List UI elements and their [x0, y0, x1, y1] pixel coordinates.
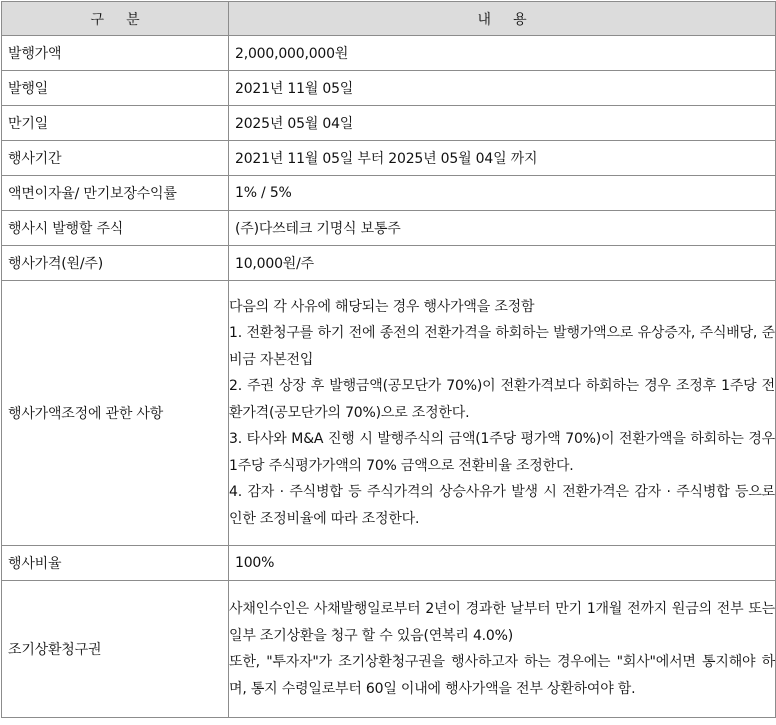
- adjustment-content: [229, 281, 776, 546]
- ratio-label: 행사비율: [2, 546, 229, 581]
- header-category: 구 분: [2, 2, 229, 36]
- table-row: [2, 246, 776, 281]
- row-value: 2021년 11월 05일 부터 2025년 05월 04일 까지: [229, 141, 776, 176]
- adjustment-line: 다음의 각 사유에 해당되는 경우 행사가액을 조정함: [229, 298, 535, 315]
- row-value: 1% / 5%: [229, 176, 776, 211]
- row-value: 2021년 11월 05일: [229, 71, 776, 106]
- table-row-adjustment: [2, 281, 776, 546]
- early-redemption-label: 조기상환청구권: [2, 581, 229, 718]
- table-row-early-redemption: [2, 581, 776, 718]
- table-row-ratio: [2, 546, 776, 581]
- row-label: 발행가액: [2, 36, 229, 71]
- early-redemption-content: [229, 581, 776, 718]
- header-content: 내 용: [229, 2, 776, 36]
- adjustment-line: 3. 타사와 M&A 진행 시 발행주식의 금액(1주당 평가액 70%)이 전환가액을 하회하는 경우 1주당 주식평가가액의 70% 금액으로 전환비율 조정한다.: [229, 431, 775, 474]
- row-label: 발행일: [2, 71, 229, 106]
- table-header-row: [2, 2, 776, 36]
- row-label: 액면이자율/ 만기보장수익률: [2, 176, 229, 211]
- table-row: [2, 106, 776, 141]
- terms-table: [1, 1, 776, 718]
- row-value: 2025년 05월 04일: [229, 106, 776, 141]
- ratio-value: 100%: [229, 546, 776, 581]
- row-label: 행사기간: [2, 141, 229, 176]
- adjustment-line: 2. 주권 상장 후 발행금액(공모단가 70%)이 전환가격보다 하회하는 경우 조정후 1주당 전환가격(공모단가의 70%)으로 조정한다.: [229, 378, 775, 421]
- table-row: [2, 71, 776, 106]
- row-value: 2,000,000,000원: [229, 36, 776, 71]
- table-row: [2, 36, 776, 71]
- row-value: (주)다쓰테크 기명식 보통주: [229, 211, 776, 246]
- table-row: [2, 176, 776, 211]
- adjustment-line: 4. 감자 · 주식병합 등 주식가격의 상승사유가 발생 시 전환가격은 감자 · 주식병합 등으로 인한 조정비율에 따라 조정한다.: [229, 484, 775, 527]
- adjustment-label: 행사가액조정에 관한 사항: [2, 281, 229, 546]
- early-redemption-line: 또한, "투자자"가 조기상환청구권을 행사하고자 하는 경우에는 "회사"에서면 통지해야 하며, 통지 수령일로부터 60일 이내에 행사가액을 전부 상환하여야 함.: [229, 654, 775, 697]
- table-row: [2, 211, 776, 246]
- table-row: [2, 141, 776, 176]
- adjustment-line: 1. 전환청구를 하기 전에 종전의 전환가격을 하회하는 발행가액으로 유상증자, 주식배당, 준비금 자본전입: [229, 325, 775, 368]
- early-redemption-line: 사채인수인은 사채발행일로부터 2년이 경과한 날부터 만기 1개월 전까지 원금의 전부 또는 일부 조기상환을 청구 할 수 있음(연복리 4.0%): [229, 601, 775, 644]
- row-label: 만기일: [2, 106, 229, 141]
- row-label: 행사시 발행할 주식: [2, 211, 229, 246]
- row-label: 행사가격(원/주): [2, 246, 229, 281]
- row-value: 10,000원/주: [229, 246, 776, 281]
